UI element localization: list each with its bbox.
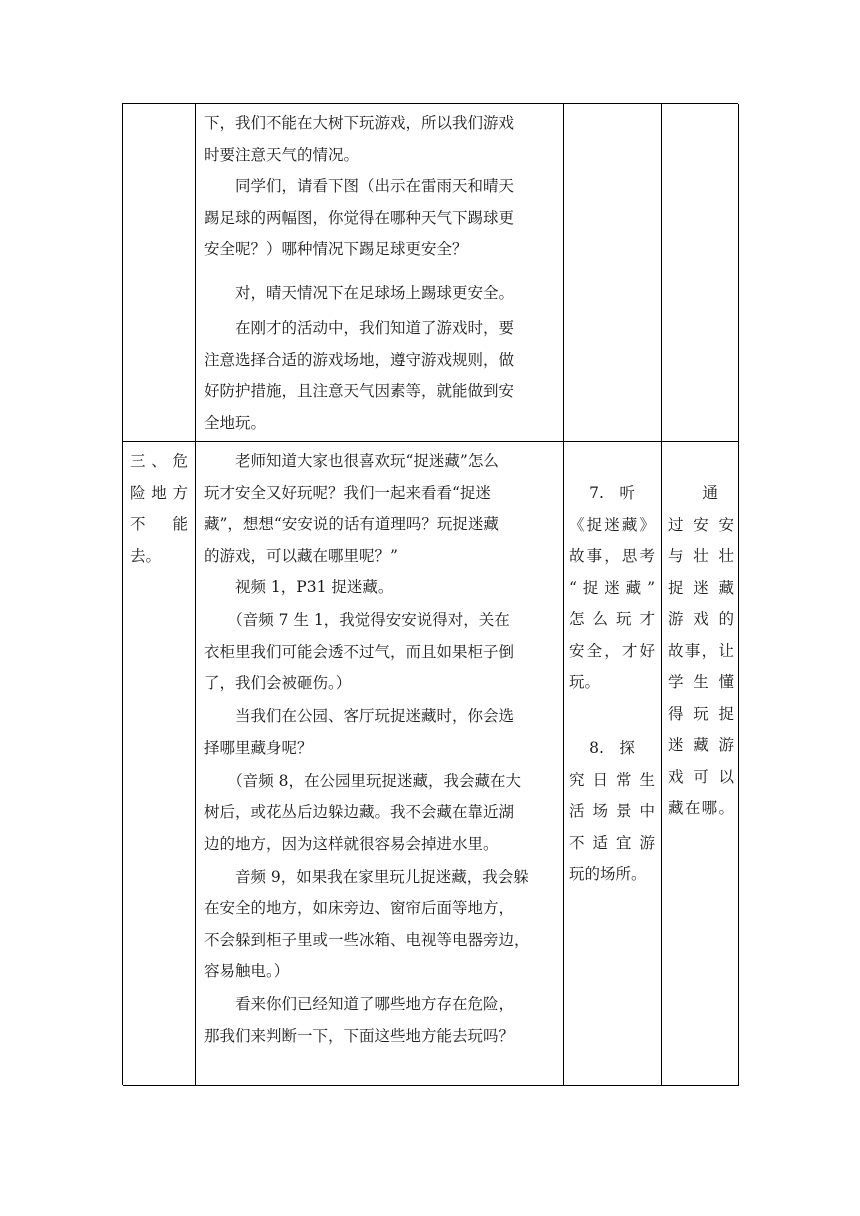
stage-line: 三、危 [130,452,188,470]
text-line: （音频 8，在公园里玩捉迷藏，我会藏在大 [204,771,522,790]
activity-line: 活场景中 [569,802,655,820]
text-line: 那我们来判断一下，下面这些地方能去玩吗？ [204,1026,515,1045]
stage-line: 去。 [130,546,162,565]
activity-line: 玩的场所。 [569,865,647,883]
text-line: 音频 9，如果我在家里玩儿捉迷藏，我会躲 [204,867,529,886]
activity-line: “捉迷藏” [569,578,655,597]
activity-line: 7. 听 [589,484,635,502]
stage-line: 险地方 [130,483,188,502]
stage-cell [123,442,196,1086]
text-line: 踢足球的两幅图，你觉得在哪种天气下踢球更 [204,208,515,227]
text-line: 择哪里藏身呢？ [204,738,313,757]
activity-line: 《捉迷藏》 [569,515,655,534]
activity-line: 玩。 [569,673,601,691]
text-line: 当我们在公园、客厅玩捉迷藏时，你会选 [204,707,515,725]
intent-line: 游戏的 [668,610,734,628]
activity-line: 怎么玩才 [569,610,655,628]
text-line: 视频 1，P31 捉迷藏。 [204,578,394,596]
text-line: 安全呢？）哪种情况下踢足球更安全？ [204,240,468,258]
text-line: 同学们，请看下图（出示在雷雨天和晴天 [204,177,515,195]
intent-line: 迷藏游 [668,736,734,754]
table-row [123,104,738,442]
text-line: 树后，或花丛后边躲边藏。我不会藏在靠近湖 [204,803,515,821]
text-line: 看来你们已经知道了哪些地方存在危险， [204,995,515,1013]
text-line: 好防护措施，且注意天气因素等，就能做到安 [204,382,515,400]
text-line: 不会躲到柜子里或一些冰箱、电视等电器旁边， [204,930,530,949]
student-activity-cell [564,442,662,1086]
text-line: 边的地方，因为这样就很容易会掉进水里。 [204,834,499,853]
intent-line: 捉迷藏 [668,578,734,597]
text-line: 全地玩。 [204,413,267,432]
text-line: 了，我们会被砸伤。） [204,674,352,692]
student-activity-cell [564,104,662,442]
text-line: 玩才安全又好玩呢？我们一起来看看“捉迷 [204,483,491,502]
stage-cell [123,104,196,442]
text-line: 时要注意天气的情况。 [204,145,360,164]
activity-line: 不适宜游 [569,833,655,852]
activity-line: 安全，才好 [569,641,655,660]
activity-line: 故事，思考 [569,547,655,565]
activity-line: 8. 探 [589,739,635,757]
activity-line: 究日常生 [569,770,655,789]
teaching-content-cell [196,442,564,1086]
intent-line: 得玩捉 [668,704,734,723]
intent-line: 学生懂 [668,673,734,691]
intent-line: 与壮壮 [668,547,734,565]
table-row [123,442,738,1086]
design-intent-cell [662,442,739,1086]
text-line: 下，我们不能在大树下玩游戏，所以我们游戏 [204,114,515,132]
text-line: 衣柜里我们可能会透不过气，而且如果柜子倒 [204,642,515,661]
lesson-plan-table [122,103,738,1085]
design-intent-cell [662,104,739,442]
text-line: 容易触电。） [204,962,290,980]
text-line: 在安全的地方，如床旁边、窗帘后面等地方， [204,899,515,917]
text-line: 在刚才的活动中，我们知道了游戏时，要 [204,319,515,337]
intent-line: 故事，让 [668,641,734,660]
teaching-content-cell [196,104,564,442]
intent-line: 过安安 [668,515,734,534]
intent-line: 通 [702,484,718,502]
text-line: （音频 7 生 1，我觉得安安说得对，关在 [204,611,510,629]
text-line: 对，晴天情况下在足球场上踢球更安全。 [204,284,515,302]
stage-line: 不 能 [130,515,188,533]
intent-line: 戏可以 [668,767,734,786]
text-line: 藏”，想想“安安说的话有道理吗？玩捉迷藏 [204,515,499,533]
text-line: 注意选择合适的游戏场地，遵守游戏规则，做 [204,350,515,369]
intent-line: 藏在哪。 [668,799,734,817]
text-line: 的游戏，可以藏在哪里呢？” [204,546,398,565]
text-line: 老师知道大家也很喜欢玩“捉迷藏”怎么 [204,452,499,470]
